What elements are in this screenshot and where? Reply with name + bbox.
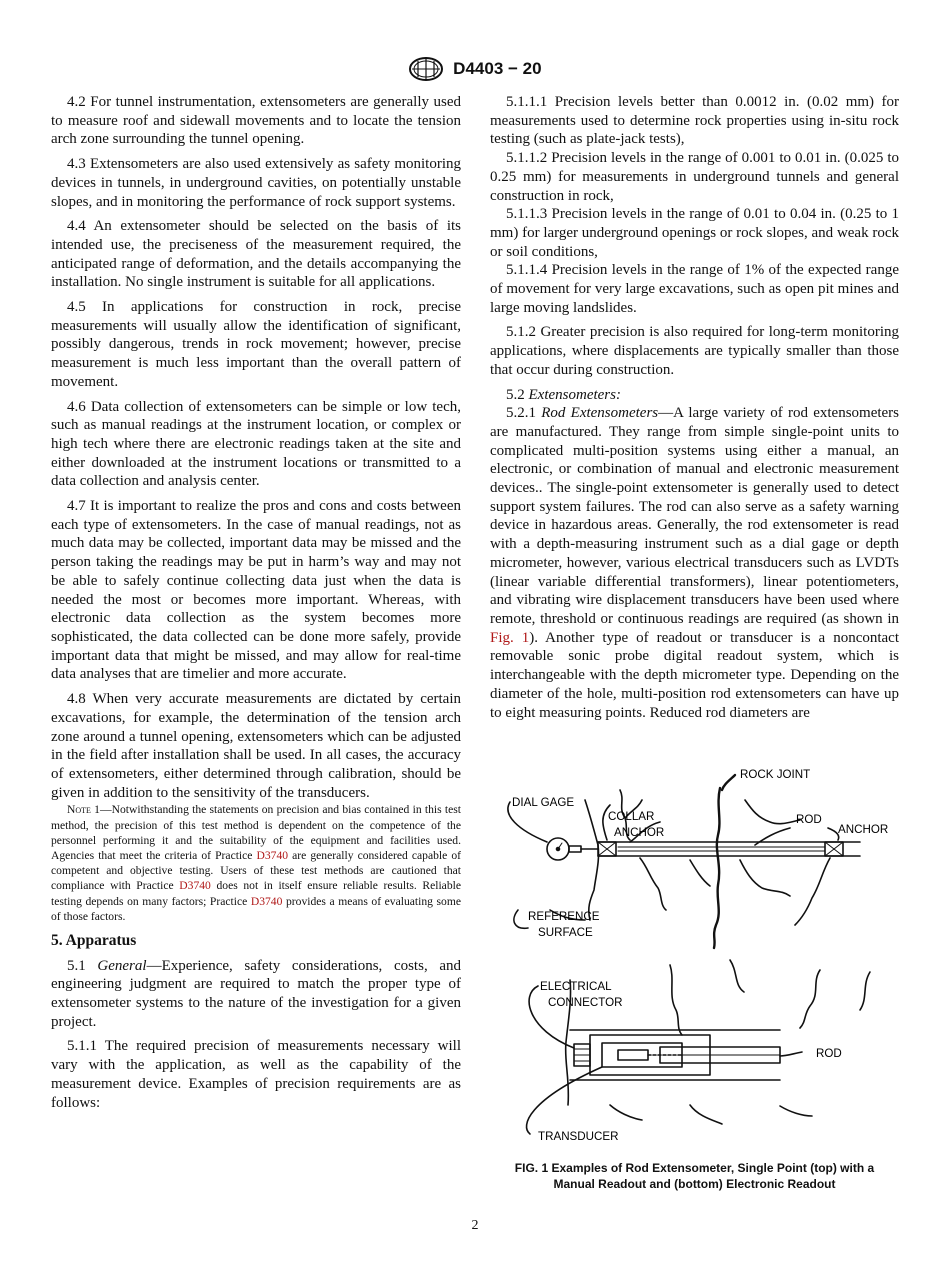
paragraph-term: Rod Extensometers (541, 405, 659, 422)
paragraph-5-1-2: 5.1.2 Greater precision is also required for long-term monitoring applications, where displacements are typically smaller than those that occur during construction. (490, 324, 899, 378)
reference-link-d3740[interactable]: D3740 (256, 848, 289, 862)
rod-extensometer-diagram (490, 760, 899, 1160)
reference-surface-line (585, 800, 599, 920)
document-designation: D4403 − 20 (453, 59, 542, 78)
paragraph-5-1-1: 5.1.1 The required precision of measurements necessary will vary with the application, as well as the capability of the measurement device. Examples of precision requirements are as follows: (51, 1038, 461, 1111)
paragraph-number: 5.2.1 (506, 405, 542, 422)
paragraph-5-1 (51, 957, 461, 1032)
caption-line-1: FIG. 1 Examples of Rod Extensometer, Single Point (top) with a (514, 1161, 875, 1175)
figure-1 (490, 760, 899, 1185)
paragraph-term: Extensometers: (528, 386, 621, 403)
reference-link-d3740[interactable]: D3740 (179, 879, 211, 893)
label-rod-top: ROD (796, 813, 822, 826)
note-label: Note 1 (67, 803, 100, 817)
paragraph-number: 5.2 (506, 386, 529, 403)
caption-line-2: Manual Readout and (bottom) Electronic Readout (553, 1177, 836, 1191)
paragraph-text: —Experience, safety considerations, costs, and engineering judgment are required to match the proper type of extensometer systems to the nature of the investigation for a given project. (51, 957, 461, 1030)
note-1 (51, 802, 461, 924)
paragraph-4-2: 4.2 For tunnel instrumentation, extensometers are generally used to measure roof and sidewall movements and to locate the tension arch zone surrounding the tunnel opening. (51, 94, 461, 148)
label-surface: SURFACE (538, 926, 593, 939)
label-rod-bottom: ROD (816, 1047, 842, 1060)
page-number: 2 (471, 1218, 479, 1233)
note-text-3: does not in itself ensure reliable results. Reliable testing depends on many factors; Practice (51, 879, 461, 908)
paragraph-4-5: 4.5 In applications for construction in rock, precise measurements will usually allow the identification of significant, possibly dangerous, trends in rock movement; however, precise measurement is much less important than the overall pattern of movement. (51, 299, 461, 390)
label-dial-gage: DIAL GAGE (512, 796, 575, 809)
label-electrical: ELECTRICAL (540, 980, 612, 993)
paragraph-4-3: 4.3 Extensometers are also used extensively as safety monitoring devices in tunnels, in underground cavities, on potentially unstable slopes, and in monitoring the performance of rock support systems. (51, 156, 461, 210)
paragraph-text: ). Another type of readout or transducer is a noncontact removable sonic probe digital readout system, which is interchangeable with the depth micrometer type. Depending on the diameter of the hole, multi-position rod extensometers can have up to eight measuring points. Reduced rod diameters are (490, 629, 899, 721)
label-anchor: ANCHOR (838, 823, 889, 836)
rock-joint-line (714, 788, 720, 948)
section-heading-apparatus: 5. Apparatus (51, 931, 137, 949)
label-reference: REFERENCE (528, 910, 600, 923)
paragraph-5-2-1 (490, 404, 899, 722)
label-connector: CONNECTOR (548, 996, 623, 1009)
page-header (0, 56, 950, 82)
astm-logo-icon (408, 56, 444, 82)
note-text-1: —Notwithstanding the statements on precision and bias contained in this test method, the precision of this test method is dependent on the competence of the personnel performing it and the suitability of the equipment and facilities used. Agencies that meet the criteria of Practice (51, 803, 461, 862)
label-transducer: TRANSDUCER (538, 1130, 619, 1143)
label-collar-anchor: ANCHOR (614, 826, 665, 839)
paragraph-4-6: 4.6 Data collection of extensometers can be simple or low tech, such as manual readings at the instrument location, or complex or high tech where there are electronic readings taken at the site and either downloaded at the instrument locations or transmitted to a data collection and analysis center. (51, 398, 461, 490)
paragraph-5-1-1-3: 5.1.1.3 Precision levels in the range of 0.01 to 0.04 in. (0.25 to 1 mm) for larger underground openings or rock slopes, and weak rock or soil conditions, (490, 206, 899, 260)
paragraph-5-2 (490, 386, 899, 405)
note-text-4: provides a means of evaluating some of those factors. (51, 894, 461, 923)
label-rock-joint: ROCK JOINT (740, 768, 811, 781)
paragraph-4-7: 4.7 It is important to realize the pros and cons and costs between each type of extensometers. In the case of manual readings, not as much data may be collected, important data may be missed and the person taking the readings may be put in harm’s way and may not be able to safely continue collecting data just when the data is needed the most or becomes more important. Whereas, with electronic data collection as the system becomes more sophisticated, the data collected can be done more safely, provide important data that might be missed, and may allow for real-time data analyses that are timelier and more accurate. (51, 498, 461, 683)
note-text-2: are generally considered capable of competent and objective testing. Users of these test methods are cautioned that compliance with Practice (51, 848, 461, 893)
paragraph-term: General (97, 957, 147, 974)
left-column (51, 93, 461, 1118)
right-column (490, 93, 899, 728)
paragraph-5-1-1-1: 5.1.1.1 Precision levels better than 0.0012 in. (0.02 mm) for measurements used to determine rock properties using in-situ rock testing (such as plate-jack tests), (490, 94, 899, 148)
figure-caption (490, 1160, 899, 1192)
reference-link-d3740[interactable]: D3740 (250, 894, 283, 908)
paragraph-number: 5.1 (67, 957, 98, 974)
paragraph-text: —A large variety of rod extensometers are manufactured. They range from simple single-point units to complicated multi-position systems using either a manual, an electronic, or combination of manual and electronic measurement devices.. The single-point extensometer is generally used to detect support system failures. The rod can also serve as a safety warning device in hazardous areas. Generally, the rod extensometer is read with a depth-measuring instrument such as a dial gage or depth micrometer, however, various electrical transducers such as LVDTs (linear variable differential transformers), linear potentiometers, and vibrating wire displacement transducers have been used where remote, threshold or continuous readings are required (as shown in (490, 405, 900, 627)
label-collar: COLLAR (608, 810, 655, 823)
paragraph-4-8: 4.8 When very accurate measurements are dictated by certain excavations, for example, the determination of the tension arch zone around a tunnel opening, extensometers which can be adjusted in the field after installation shall be used. In all cases, the accuracy of extensometers, either determined through calibration, should be given in addition to the sensitivity of the transducers. (51, 691, 461, 801)
top-diagram (508, 775, 870, 1134)
figure-1-link[interactable]: Fig. 1 (490, 629, 530, 646)
paragraph-4-4: 4.4 An extensometer should be selected on the basis of its intended use, the preciseness of the measurement required, the anticipated range of deformation, and the details accompanying the installation. No single instrument is suitable for all applications. (51, 218, 461, 291)
paragraph-5-1-1-2: 5.1.1.2 Precision levels in the range of 0.001 to 0.01 in. (0.025 to 0.25 mm) for measurements in underground tunnels and general construction in rock, (490, 150, 899, 204)
paragraph-5-1-1-4: 5.1.1.4 Precision levels in the range of 1% of the expected range of movement for very large excavations, such as open pit mines and large moving landslides. (490, 262, 899, 316)
